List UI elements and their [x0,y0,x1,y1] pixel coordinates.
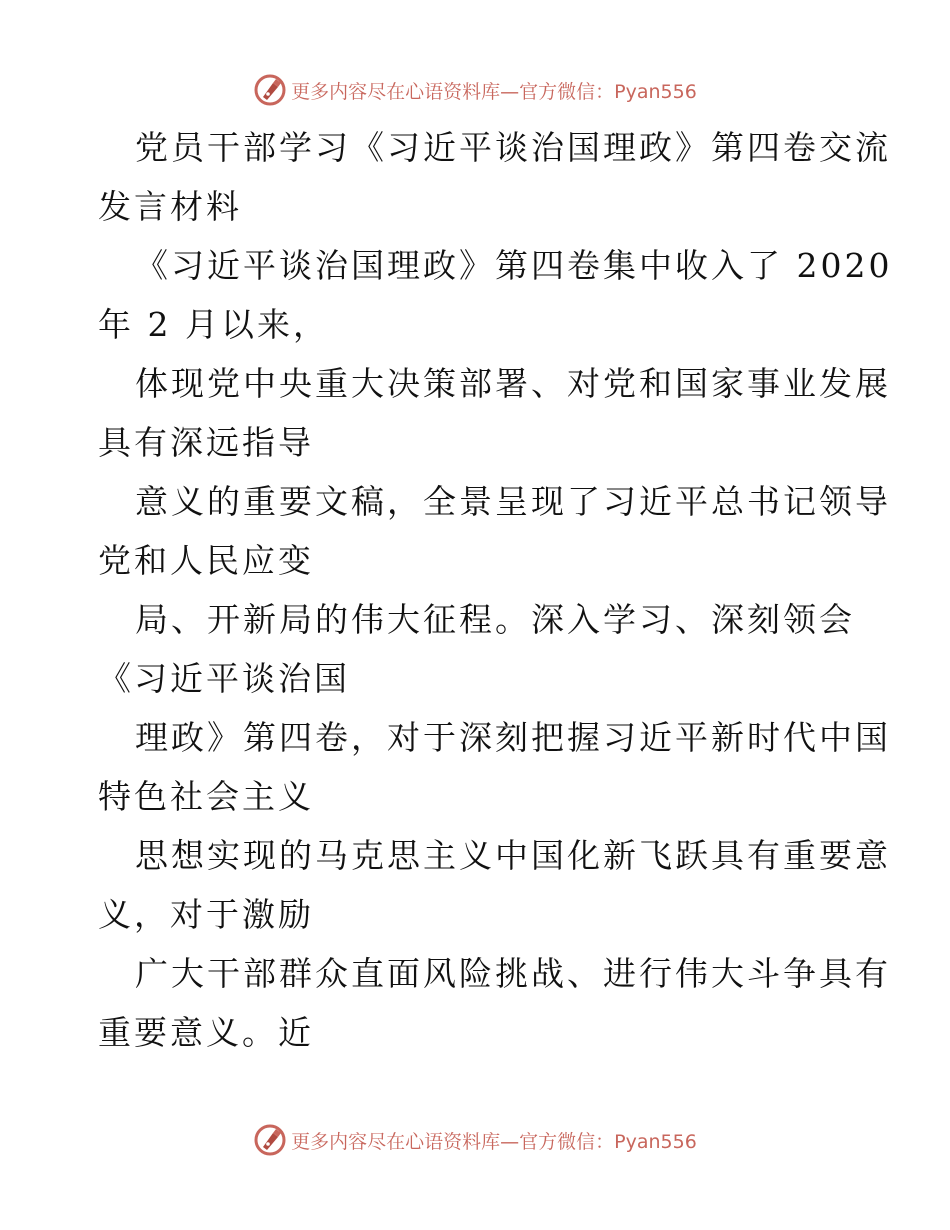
document-body [98,118,893,1062]
body-line: 广大干部群众直面风险挑战、进行伟大斗争具有 [135,954,891,993]
body-line: 具有深远指导 [98,423,314,462]
body-line: 发言材料 [98,187,242,226]
body-line: 《习近平谈治国理政》第四卷集中收入了 2020 [135,246,893,285]
body-line: 重要意义。近 [98,1013,314,1052]
body-line: 体现党中央重大决策部署、对党和国家事业发展 [135,364,891,403]
body-line: 特色社会主义 [98,777,314,816]
body-line: 局、开新局的伟大征程。深入学习、深刻领会 [135,600,855,639]
watermark-text: 更多内容尽在心语资料库—官方微信：Pyan556 [291,80,697,103]
pen-nib-logo-icon [253,1123,287,1157]
header-watermark [0,70,950,110]
watermark-text: 更多内容尽在心语资料库—官方微信：Pyan556 [291,1130,697,1153]
body-line: 年 2 月以来， [98,305,329,344]
body-line: 思想实现的马克思主义中国化新飞跃具有重要意 [135,836,891,875]
body-line: 义，对于激励 [98,895,314,934]
body-line: 意义的重要文稿，全景呈现了习近平总书记领导 [135,482,891,521]
body-line: 党和人民应变 [98,541,314,580]
footer-watermark [0,1120,950,1160]
body-line: 党员干部学习《习近平谈治国理政》第四卷交流 [135,128,891,167]
body-line: 理政》第四卷，对于深刻把握习近平新时代中国 [135,718,891,757]
body-line: 《习近平谈治国 [98,659,350,698]
pen-nib-logo-icon [253,73,287,107]
